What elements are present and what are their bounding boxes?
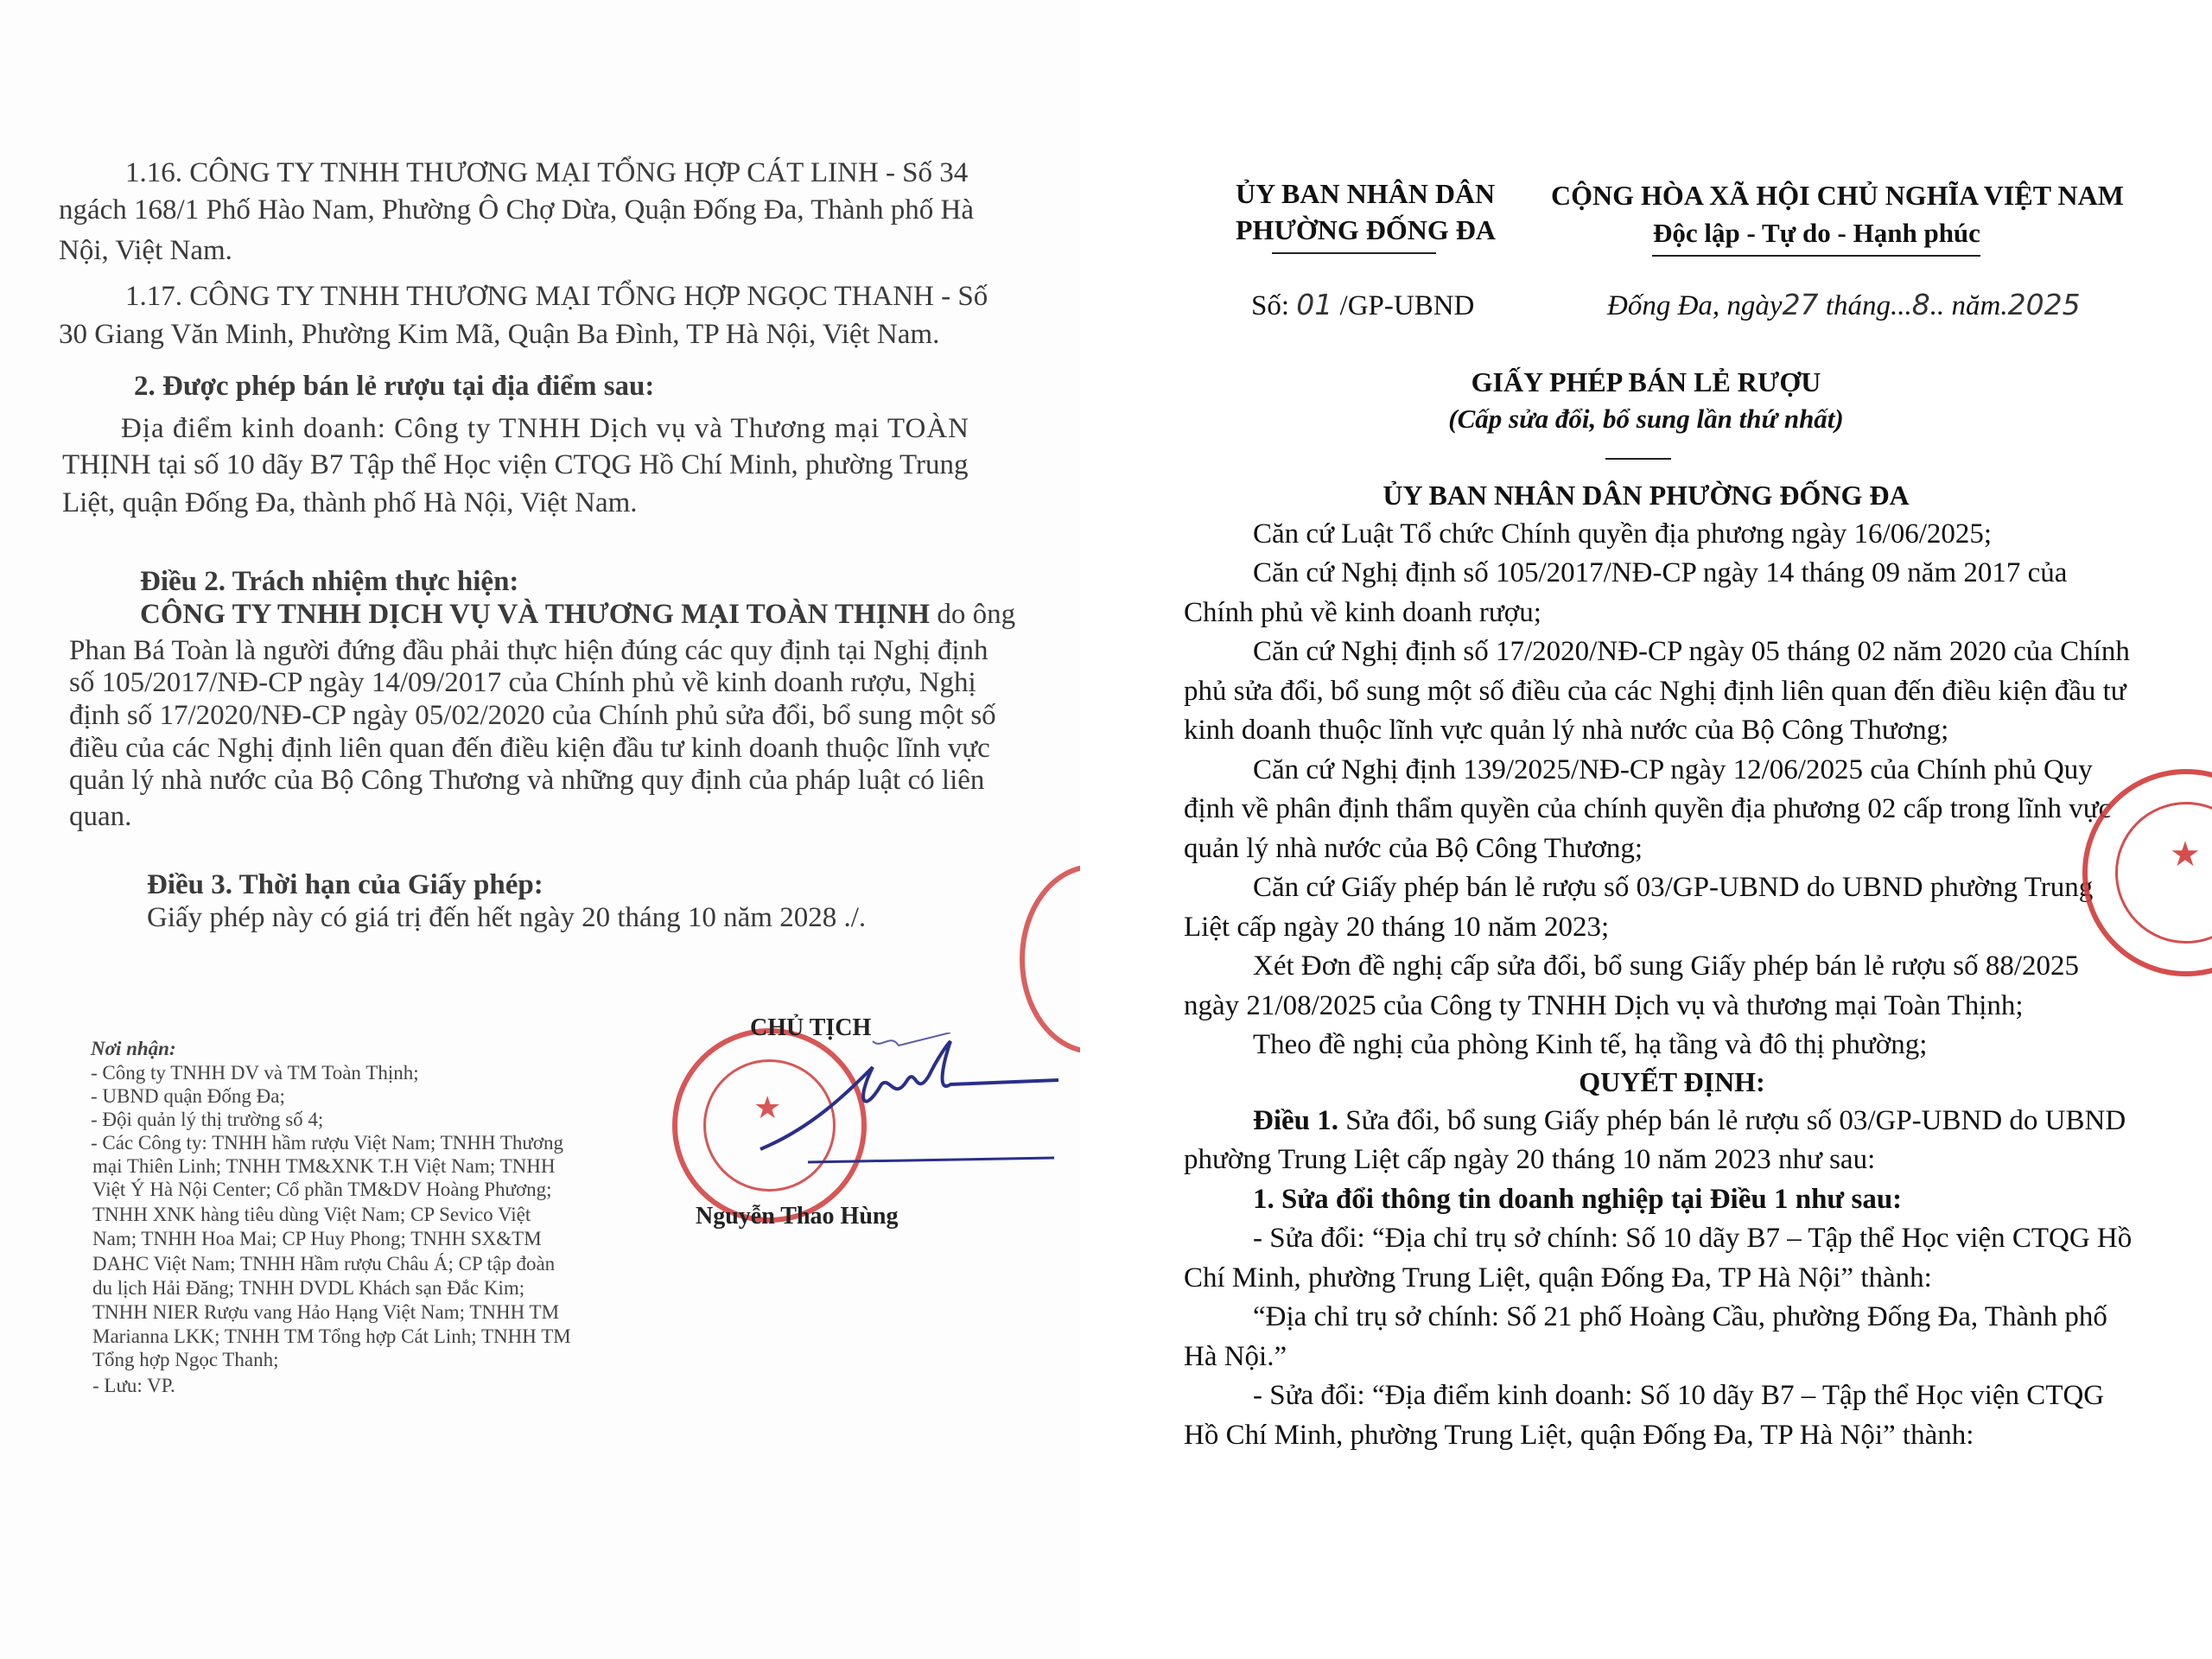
document-subtitle: (Cấp sửa đổi, bổ sung lần thứ nhất)	[1448, 404, 1844, 434]
article-1-line	[1253, 1103, 2126, 1138]
star-icon: ★	[753, 1090, 782, 1126]
article-2-line: quan.	[69, 801, 132, 832]
basis-line: quản lý nhà nước của Bộ Công Thương;	[1184, 833, 1643, 864]
date-year: 2025	[2007, 288, 2081, 321]
document-number	[1251, 288, 1474, 323]
doc-number-prefix: Số:	[1251, 290, 1297, 321]
item-1-16-cont: ngách 168/1 Phố Hào Nam, Phường Ô Chợ Dừa, Quận Đống Đa, Thành phố Hà	[59, 194, 975, 226]
recipient-line: du lịch Hải Đăng; TNHH DVDL Khách sạn Đắc Kim;	[92, 1277, 525, 1299]
article-2-line: quản lý nhà nước của Bộ Công Thương và những quy định của pháp luật có liên	[69, 765, 985, 796]
basis-line: định về phân định thẩm quyền của chính quyền địa phương 02 cấp trong lĩnh vực	[1184, 793, 2112, 824]
recipient-line: TNHH NIER Rượu vang Hảo Hạng Việt Nam; TNHH TM	[92, 1301, 560, 1323]
basis-line: Xét Đơn đề nghị cấp sửa đổi, bổ sung Giấy phép bán lẻ rượu số 88/2025	[1253, 950, 2080, 982]
authority-heading: ỦY BAN NHÂN DÂN PHƯỜNG ĐỐNG ĐA	[1382, 480, 1910, 511]
recipient-line: - Các Công ty: TNHH hầm rượu Việt Nam; TNHH Thương	[91, 1132, 564, 1154]
article-1-text: Sửa đổi, bổ sung Giấy phép bán lẻ rượu số 03/GP-UBND do UBND	[1338, 1105, 2126, 1136]
recipient-line: - Lưu: VP.	[92, 1375, 175, 1396]
basis-line: Căn cứ Nghị định số 17/2020/NĐ-CP ngày 05 tháng 02 năm 2020 của Chính	[1253, 636, 2130, 667]
basis-line: Căn cứ Luật Tổ chức Chính quyền địa phương ngày 16/06/2025;	[1253, 518, 1993, 550]
right-document-page	[1080, 0, 2212, 1659]
item-1-17-cont: 30 Giang Văn Minh, Phường Kim Mã, Quận Ba Đình, TP Hà Nội, Việt Nam.	[59, 319, 940, 350]
basis-line: Liệt cấp ngày 20 tháng 10 năm 2023;	[1184, 912, 1610, 943]
date-day: 27	[1782, 288, 1819, 321]
company-name: CÔNG TY TNHH DỊCH VỤ VÀ THƯƠNG MẠI TOÀN THỊNH	[140, 599, 931, 630]
signature-title: CHỦ TỊCH	[750, 1014, 872, 1041]
issuer-underline	[1272, 252, 1436, 254]
section-2-heading: 2. Được phép bán lẻ rượu tại địa điểm sau:	[134, 371, 655, 402]
issuer-line-2: PHƯỜNG ĐỐNG ĐA	[1236, 214, 1497, 245]
company-tail: do ông	[930, 599, 1016, 630]
star-icon: ★	[2170, 835, 2201, 874]
article-2-line: điều của các Nghị định liên quan đến điều kiện đầu tư kinh doanh thuộc lĩnh vực	[69, 733, 990, 764]
document-title: GIẤY PHÉP BÁN LẺ RƯỢU	[1471, 366, 1821, 397]
decision-heading: QUYẾT ĐỊNH:	[1579, 1066, 1765, 1097]
recipient-line: Marianna LKK; TNHH TM Tổng hợp Cát Linh; TNHH TM	[92, 1325, 571, 1347]
article-1-subheading: 1. Sửa đổi thông tin doanh nghiệp tại Điều 1 như sau:	[1253, 1184, 1903, 1215]
item-1-17: 1.17. CÔNG TY TNHH THƯƠNG MẠI TỔNG HỢP NGỌC THANH - Số	[125, 281, 988, 312]
article-1-label: Điều 1.	[1253, 1105, 1338, 1136]
article-2-line: định số 17/2020/NĐ-CP ngày 05/02/2020 của Chính phủ sửa đổi, bổ sung một số	[69, 700, 996, 731]
article-2-heading: Điều 2. Trách nhiệm thực hiện:	[140, 566, 519, 597]
section-2-line: Liệt, quận Đống Đa, thành phố Hà Nội, Việt Nam.	[62, 487, 638, 518]
article-2-line: số 105/2017/NĐ-CP ngày 14/09/2017 của Chính phủ về kinh doanh rượu, Nghị	[69, 667, 976, 698]
doc-number-handwritten: 01	[1296, 288, 1333, 321]
article-1-cont: phường Trung Liệt cấp ngày 20 tháng 10 năm 2023 như sau:	[1184, 1144, 1876, 1175]
basis-line: ngày 21/08/2025 của Công ty TNHH Dịch vụ và thương mại Toàn Thịnh;	[1184, 990, 2024, 1021]
item-1-16-cont: Nội, Việt Nam.	[59, 235, 232, 266]
motto-underline	[1652, 255, 1980, 257]
signature-icon	[743, 1033, 1071, 1171]
title-divider	[1605, 458, 1671, 460]
change-line: - Sửa đổi: “Địa chỉ trụ sở chính: Số 10 dãy B7 – Tập thể Học viện CTQG Hồ	[1253, 1223, 2133, 1254]
recipient-line: - Công ty TNHH DV và TM Toàn Thịnh;	[91, 1062, 419, 1084]
date-year-label: năm	[1944, 290, 2001, 321]
change-line: Hồ Chí Minh, phường Trung Liệt, quận Đống Đa, TP Hà Nội” thành:	[1184, 1420, 1974, 1451]
recipient-line: Nam; TNHH Hoa Mai; CP Huy Phong; TNHH SX&TM	[92, 1228, 542, 1249]
date-month-label: tháng	[1818, 290, 1891, 321]
article-3-text: Giấy phép này có giá trị đến hết ngày 20 tháng 10 năm 2028 ./.	[147, 902, 867, 933]
basis-line: kinh doanh thuộc lĩnh vực quản lý nhà nước của Bộ Công Thương;	[1184, 715, 1949, 746]
recipient-line: Tổng hợp Ngọc Thanh;	[92, 1349, 279, 1370]
basis-line: Chính phủ về kinh doanh rượu;	[1184, 597, 1541, 628]
recipient-line: Việt Ý Hà Nội Center; Cổ phần TM&DV Hoàng Phương;	[92, 1179, 552, 1200]
section-2-line: THỊNH tại số 10 dãy B7 Tập thể Học viện CTQG Hồ Chí Minh, phường Trung	[62, 449, 969, 480]
recipient-line: mại Thiên Linh; TNHH TM&XNK T.H Việt Nam; TNHH	[92, 1155, 556, 1177]
change-line: “Địa chỉ trụ sở chính: Số 21 phố Hoàng Cầu, phường Đống Đa, Thành phố	[1253, 1301, 2107, 1332]
basis-line: Theo đề nghị của phòng Kinh tế, hạ tầng và đô thị phường;	[1253, 1029, 1928, 1060]
change-line: - Sửa đổi: “Địa điểm kinh doanh: Số 10 dãy B7 – Tập thể Học viện CTQG	[1253, 1380, 2105, 1411]
issuer-line-1: ỦY BAN NHÂN DÂN	[1236, 178, 1496, 209]
recipient-line: DAHC Việt Nam; TNHH Hầm rượu Châu Á; CP tập đoàn	[92, 1253, 556, 1274]
nation-line-1: CỘNG HÒA XÃ HỘI CHỦ NGHĨA VIỆT NAM	[1551, 180, 2124, 211]
section-2-line: Địa điểm kinh doanh: Công ty TNHH Dịch vụ và Thương mại TOÀN	[121, 413, 969, 444]
change-line: Hà Nội.”	[1184, 1341, 1287, 1372]
basis-line: Căn cứ Nghị định 139/2025/NĐ-CP ngày 12/06/2025 của Chính phủ Quy	[1253, 754, 2093, 785]
article-3-heading: Điều 3. Thời hạn của Giấy phép:	[147, 869, 543, 900]
recipient-line: TNHH XNK hàng tiêu dùng Việt Nam; CP Sevico Việt	[92, 1204, 531, 1225]
doc-number-suffix: /GP-UBND	[1332, 290, 1475, 321]
recipient-line: - UBND quận Đống Đa;	[91, 1085, 285, 1107]
signer-name: Nguyễn Thao Hùng	[696, 1203, 899, 1230]
basis-line: Căn cứ Giấy phép bán lẻ rượu số 03/GP-UBND do UBND phường Trung	[1253, 872, 2094, 903]
recipients-heading: Nơi nhận:	[91, 1038, 176, 1059]
change-line: Chí Minh, phường Trung Liệt, quận Đống Đa, TP Hà Nội” thành:	[1184, 1262, 1932, 1294]
date-month: 8	[1911, 288, 1930, 321]
left-document-page	[0, 0, 1080, 1659]
motto: Độc lập - Tự do - Hạnh phúc	[1653, 218, 1980, 248]
recipient-line: - Đội quản lý thị trường số 4;	[91, 1109, 324, 1130]
item-1-16: 1.16. CÔNG TY TNHH THƯƠNG MẠI TỔNG HỢP CÁT LINH - Số 34	[125, 157, 969, 188]
date-place: Đống Đa, ngày	[1607, 290, 1783, 321]
basis-line: Căn cứ Nghị định số 105/2017/NĐ-CP ngày 14 tháng 09 năm 2017 của	[1253, 557, 2068, 588]
basis-line: phủ sửa đổi, bổ sung một số điều của các Nghị định liên quan đến điều kiện đầu tư	[1184, 676, 2126, 707]
issue-date: Đống Đa, ngày27 tháng...8.. năm.2025	[1607, 288, 2081, 321]
article-2-line: Phan Bá Toàn là người đứng đầu phải thực hiện đúng các quy định tại Nghị định	[69, 635, 988, 666]
article-2-first-line	[140, 597, 1015, 632]
